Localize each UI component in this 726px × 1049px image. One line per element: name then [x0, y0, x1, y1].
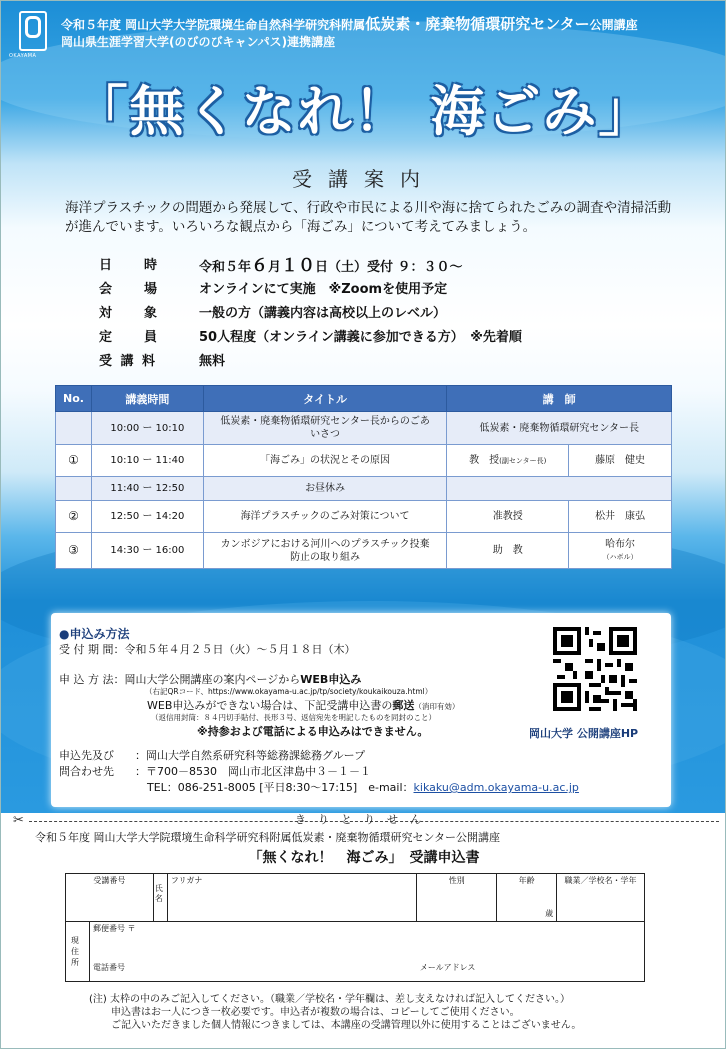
form-row-2 [66, 922, 645, 954]
table-row [56, 412, 672, 445]
alt-note: （消印有効） [414, 702, 460, 711]
schedule-table [55, 385, 672, 569]
method-note: （右記QRコード、https://www.okayama-u.ac.jp/tp/society/koukaikouza.html） [145, 687, 433, 696]
date-suffix: 日（土）受付 ９：３０～ [315, 259, 463, 275]
postal-code-field[interactable]: 郵便番号 〒 [89, 922, 644, 954]
row-title: お昼休み [203, 477, 447, 501]
period-row [59, 641, 356, 657]
section-title: ●申込み方法 [59, 627, 130, 641]
header-line-2: 岡山県生涯学習大学(のびのびキャンパス)連携講座 [61, 35, 336, 49]
table-row [56, 445, 672, 477]
info-value: オンラインにて実施 ※Zoomを使用予定 [199, 281, 448, 297]
age-field[interactable] [497, 874, 557, 922]
sub-title: 受講案内 [292, 167, 436, 191]
note-line: ご記入いただきました個人情報につきましては、本講座の受講管理以外に使用することはございません。 [111, 1020, 582, 1031]
logo-text: OKAYAMA [9, 53, 37, 59]
info-label: 対 象 [99, 305, 160, 321]
row-no: ① [56, 445, 92, 477]
form-row-1 [66, 874, 645, 922]
date-month: ６ [251, 255, 269, 276]
contact-tel-row [147, 779, 579, 795]
no-call-note: ※持参および電話による申込みはできません。 [197, 725, 429, 738]
application-form [65, 873, 645, 982]
header-center-name: 低炭素・廃棄物循環研究センター [365, 15, 590, 33]
method-label: 申 込 方 法 [59, 673, 114, 686]
info-label: 日 時 [99, 257, 160, 273]
period-value: ：令和５年４月２５日（火）～５月１８日（木） [113, 643, 356, 656]
contact-address: ：〒700－8530 岡山市北区津島中３－１－１ [135, 765, 371, 778]
row-no [56, 477, 92, 501]
info-value: 一般の方（講義内容は高校以上のレベル） [199, 305, 447, 321]
info-value: 50人程度（オンライン講義に参加できる方） ※先着順 [199, 329, 522, 345]
info-row-target [99, 299, 522, 323]
occupation-field[interactable]: 職業／学校名・学年 [557, 874, 645, 922]
row-title: 海洋プラスチックのごみ対策について [203, 501, 447, 533]
qr-caption: 岡山大学 公開講座HP [529, 727, 639, 740]
event-info [99, 251, 522, 371]
row-role: 助 教 [447, 533, 569, 569]
mail-note: （返信用封筒：８４円切手貼付、長形３号、返信宛先を明記したものを同封のこと） [151, 713, 436, 722]
note-line: 申込書はお一人につき一枚必要です。申込者が複数の場合は、コピーしてご使用ください。 [111, 1007, 520, 1018]
info-row-capacity [99, 323, 522, 347]
header-prefix: 令和５年度 岡山大学大学院環境生命自然科学研究科附属 [61, 18, 366, 32]
alt-text: WEB申込みができない場合は、下記受講申込書の [147, 699, 393, 712]
info-label: 受 講 料 [99, 353, 158, 369]
university-logo [19, 11, 47, 51]
info-row-date [99, 251, 522, 275]
form-row-3 [66, 954, 645, 982]
table-row [56, 501, 672, 533]
row-lecturer-name: 藤原 健史 [569, 445, 672, 477]
method-text: ：岡山大学公開講座の案内ページから [113, 673, 301, 686]
main-title: 「無くなれ！ 海ごみ」 [73, 80, 655, 143]
method-row [59, 671, 361, 687]
name-label: 氏名 [153, 874, 167, 922]
intro-text: 海洋プラスチックの問題から発展して、行政や市民による川や海に捨てられたごみの調査や清掃活動が進んでいます。いろいろな観点から「海ごみ」について考えてみましょう。 [65, 200, 672, 235]
method-web: WEB申込み [300, 673, 362, 686]
date-month-unit: 月 [268, 259, 282, 275]
header-suffix: 公開講座 [589, 18, 638, 32]
info-label: 会 場 [99, 281, 160, 297]
contact-email-link[interactable]: kikaku@adm.okayama-u.ac.jp [413, 781, 579, 794]
row-role [447, 445, 569, 477]
row-time: 10:00 ー 10:10 [91, 412, 203, 445]
column-header-no: No. [56, 386, 92, 412]
column-header-time: 講義時間 [91, 386, 203, 412]
contact-tel: TEL：086-251-8005 [平日8:30～17:15] e-mail： [147, 781, 414, 794]
email-field[interactable]: メールアドレス [417, 954, 645, 982]
form-notes [89, 993, 581, 1032]
header-line-1 [61, 13, 638, 34]
row-no [56, 412, 92, 445]
row-role: 低炭素・廃棄物循環研究センター長 [447, 412, 672, 445]
row-time: 14:30 ー 16:00 [91, 533, 203, 569]
application-panel [51, 613, 671, 807]
row-lecturer-name: 松井 康弘 [569, 501, 672, 533]
phone-field[interactable]: 電話番号 [89, 954, 416, 982]
row-title: 低炭素・廃棄物循環研究センター長からのごあいさつ [203, 412, 447, 445]
row-role: 准教授 [447, 501, 569, 533]
cut-line [1, 813, 726, 829]
contact-label-1: 申込先及び [59, 749, 114, 762]
schedule-header-row [56, 386, 672, 412]
row-time: 12:50 ー 14:20 [91, 501, 203, 533]
row-lecturer-name [569, 533, 672, 569]
contact-org: ：岡山大学自然系研究科等総務課総務グループ [135, 749, 366, 762]
cut-line-label: きりとりせん [295, 813, 433, 826]
role-text: 教 授 [469, 454, 500, 466]
alt-method [147, 697, 459, 713]
period-label: 受 付 期 間 [59, 643, 114, 656]
age-label: 年齢 [518, 876, 535, 885]
info-value: 無料 [199, 353, 226, 369]
qr-code-icon[interactable] [553, 627, 637, 711]
row-time: 10:10 ー 11:40 [91, 445, 203, 477]
furigana-label: フリガナ [170, 876, 203, 885]
row-title: 「海ごみ」の状況とその原因 [203, 445, 447, 477]
age-unit: 歳 [545, 909, 554, 918]
note-line: (注) 太枠の中のみご記入してください。（職業／学校名・学年欄は、差し支えなければ記入してください。） [89, 994, 570, 1005]
table-row [56, 533, 672, 569]
role-note: (副センター長) [499, 456, 547, 465]
info-row-fee [99, 347, 522, 371]
row-time: 11:40 ー 12:50 [91, 477, 203, 501]
row-role [447, 477, 672, 501]
info-value [199, 251, 463, 276]
column-header-title: タイトル [203, 386, 447, 412]
date-prefix: 令和５年 [199, 259, 252, 275]
row-title: カンボジアにおける河川へのプラスチック投棄防止の取り組み [203, 533, 447, 569]
column-header-lecturer: 講 師 [447, 386, 672, 412]
lecturer-name-reading: （ハボル） [602, 552, 638, 561]
form-title: 「無くなれ！ 海ごみ」 受講申込書 [248, 850, 480, 866]
gender-field[interactable]: 性別 [417, 874, 497, 922]
row-no: ② [56, 501, 92, 533]
info-label: 定 員 [99, 329, 160, 345]
info-row-venue [99, 275, 522, 299]
receipt-number-field: 受講番号 [66, 874, 154, 922]
alt-mail: 郵送 [392, 699, 415, 712]
table-row [56, 477, 672, 501]
address-label: 現住所 [66, 922, 90, 982]
lecturer-name: 哈布尔 [605, 538, 636, 550]
form-header: 令和５年度 岡山大学大学院環境生命科学研究科附属低炭素・廃棄物循環研究センター公開講座 [35, 831, 501, 844]
date-day: １０ [281, 255, 316, 276]
name-field[interactable] [167, 874, 417, 922]
contact-label-2: 問合わせ先 [59, 765, 114, 778]
row-no: ③ [56, 533, 92, 569]
scissors-icon: ✂ [13, 813, 24, 828]
